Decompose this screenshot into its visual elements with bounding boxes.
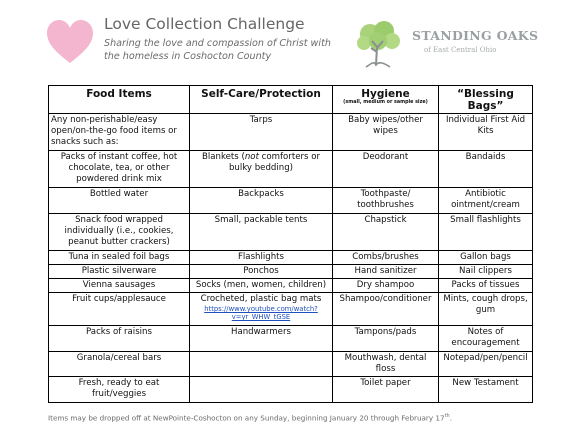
blessing-bag-cell: Notes of encouragement bbox=[439, 326, 533, 352]
drop-off-note bbox=[48, 413, 452, 422]
hygiene-cell: Toothpaste/ toothbrushes bbox=[333, 188, 439, 214]
food-cell: Packs of raisins bbox=[49, 326, 190, 352]
self-care-cell bbox=[190, 151, 333, 188]
header-blessing-bags: “Blessing Bags” bbox=[439, 86, 533, 114]
self-care-cell: Small, packable tents bbox=[190, 214, 333, 251]
oak-tree-logo-icon bbox=[352, 21, 404, 69]
table-row bbox=[49, 377, 533, 403]
food-cell: Granola/cereal bars bbox=[49, 352, 190, 377]
blessing-bag-cell: Nail clippers bbox=[439, 265, 533, 279]
header-hygiene-label: Hygiene bbox=[361, 88, 410, 100]
blessing-bag-cell: Small flashlights bbox=[439, 214, 533, 251]
blessing-bag-cell: Antibiotic ointment/cream bbox=[439, 188, 533, 214]
blessing-bag-cell: Mints, cough drops, gum bbox=[439, 293, 533, 326]
hygiene-cell: Hand sanitizer bbox=[333, 265, 439, 279]
hygiene-cell: Deodorant bbox=[333, 151, 439, 188]
blessing-bag-cell: Bandaids bbox=[439, 151, 533, 188]
drop-off-end: . bbox=[449, 413, 453, 423]
blessing-bag-cell: Gallon bags bbox=[439, 251, 533, 265]
blankets-text: Blankets ( bbox=[201, 152, 245, 162]
food-cell: Plastic silverware bbox=[49, 265, 190, 279]
table-row bbox=[49, 114, 533, 151]
table-row bbox=[49, 352, 533, 377]
table-row bbox=[49, 279, 533, 293]
hygiene-cell: Dry shampoo bbox=[333, 279, 439, 293]
blankets-emphasis: not bbox=[244, 152, 259, 162]
food-cell: Any non-perishable/easy open/on-the-go food items or snacks such as: bbox=[49, 114, 190, 151]
hygiene-cell: Mouthwash, dental floss bbox=[333, 352, 439, 377]
food-cell: Vienna sausages bbox=[49, 279, 190, 293]
self-care-cell: Ponchos bbox=[190, 265, 333, 279]
food-cell: Snack food wrapped individually (i.e., cookies, peanut butter crackers) bbox=[49, 214, 190, 251]
heart-logo-icon bbox=[46, 20, 94, 64]
food-cell: Bottled water bbox=[49, 188, 190, 214]
self-care-cell bbox=[190, 352, 333, 377]
blankets-text-end: comforters or bulky bedding) bbox=[228, 152, 321, 173]
hygiene-cell: Shampoo/conditioner bbox=[333, 293, 439, 326]
food-cell: Packs of instant coffee, hot chocolate, tea, or other powdered drink mix bbox=[49, 151, 190, 188]
self-care-cell: Handwarmers bbox=[190, 326, 333, 352]
hygiene-cell: Tampons/pads bbox=[333, 326, 439, 352]
hygiene-cell: Baby wipes/other wipes bbox=[333, 114, 439, 151]
self-care-cell: Socks (men, women, children) bbox=[190, 279, 333, 293]
logo-name: STANDING OAKS bbox=[412, 28, 539, 43]
table-row bbox=[49, 326, 533, 352]
crochet-mats-text: Crocheted, plastic bag mats bbox=[200, 294, 322, 304]
table-row bbox=[49, 251, 533, 265]
collection-items-table bbox=[48, 85, 533, 403]
self-care-cell: Backpacks bbox=[190, 188, 333, 214]
hygiene-cell: Toilet paper bbox=[333, 377, 439, 403]
blessing-bag-cell: Packs of tissues bbox=[439, 279, 533, 293]
crochet-video-link[interactable]: https://www.youtube.com/watch?v=yr_WHW_tGSE bbox=[204, 305, 318, 321]
page-title: Love Collection Challenge bbox=[104, 15, 305, 33]
hygiene-size-note: (small, medium or sample size) bbox=[343, 100, 428, 105]
header-self-care: Self-Care/Protection bbox=[190, 86, 333, 114]
table-row bbox=[49, 214, 533, 251]
hygiene-cell: Chapstick bbox=[333, 214, 439, 251]
blessing-bag-cell: Individual First Aid Kits bbox=[439, 114, 533, 151]
table-row bbox=[49, 188, 533, 214]
table-row bbox=[49, 293, 533, 326]
food-cell: Fresh, ready to eat fruit/veggies bbox=[49, 377, 190, 403]
blessing-bag-cell: New Testament bbox=[439, 377, 533, 403]
table-header-row bbox=[49, 86, 533, 114]
header-hygiene bbox=[333, 86, 439, 114]
self-care-cell: Tarps bbox=[190, 114, 333, 151]
header-food-items: Food Items bbox=[49, 86, 190, 114]
self-care-cell: Flashlights bbox=[190, 251, 333, 265]
hygiene-cell: Combs/brushes bbox=[333, 251, 439, 265]
self-care-cell bbox=[190, 377, 333, 403]
logo-subtitle: of East Central Ohio bbox=[424, 46, 497, 54]
blessing-bag-cell: Notepad/pen/pencil bbox=[439, 352, 533, 377]
table-row bbox=[49, 151, 533, 188]
drop-off-text: Items may be dropped off at NewPointe-Coshocton on any Sunday, beginning January 20 through February 17 bbox=[48, 413, 445, 423]
self-care-cell bbox=[190, 293, 333, 326]
page-subtitle: Sharing the love and compassion of Christ with the homeless in Coshocton County bbox=[104, 38, 331, 62]
drop-off-superscript: th bbox=[444, 413, 450, 419]
table-row bbox=[49, 265, 533, 279]
food-cell: Fruit cups/applesauce bbox=[49, 293, 190, 326]
food-cell: Tuna in sealed foil bags bbox=[49, 251, 190, 265]
